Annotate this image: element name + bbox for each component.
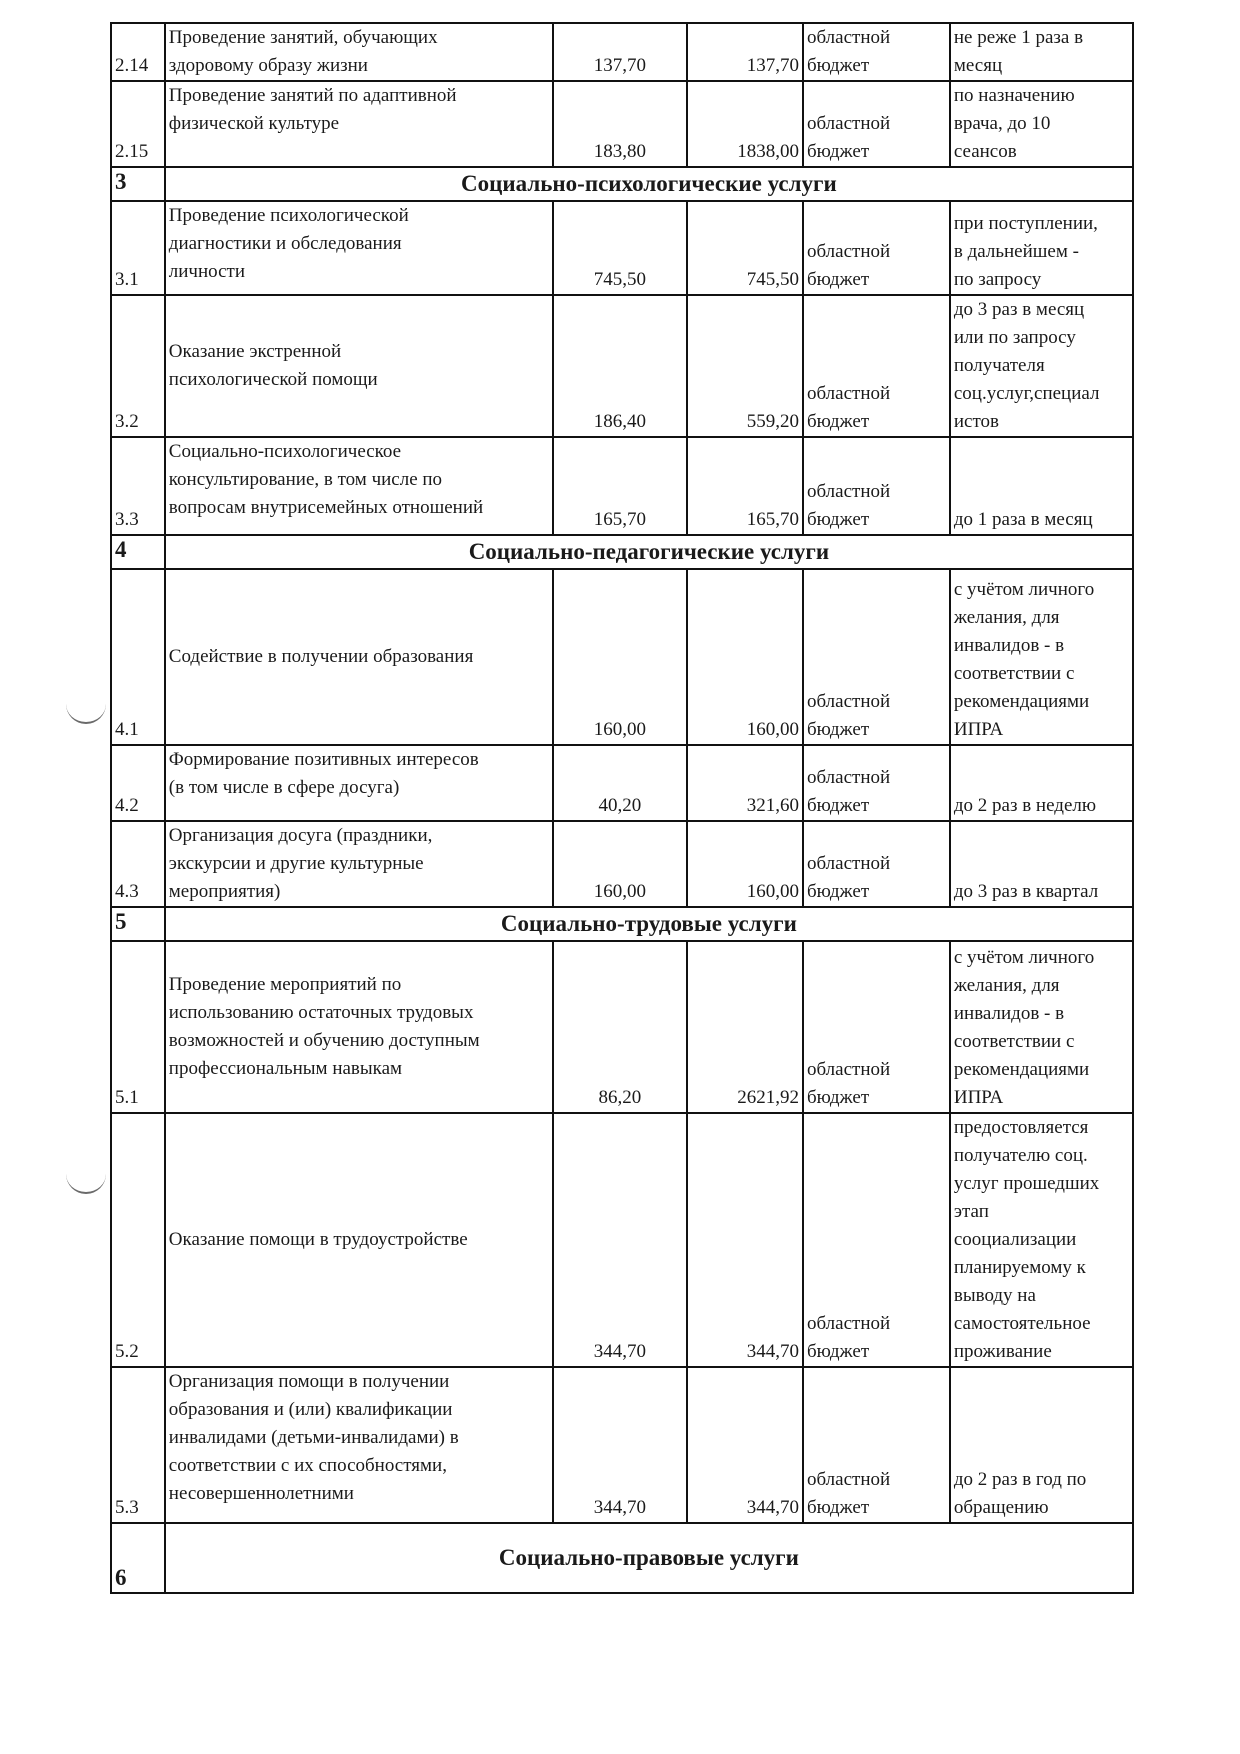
price-total: 2621,92 [687,941,803,1113]
funding-source-line: бюджет [806,509,870,530]
price-per-service: 344,70 [553,1113,687,1367]
service-name-line: Социально-психологическое [168,441,402,462]
service-name-line: профессиональным навыкам [168,1058,403,1079]
funding-source-line: бюджет [806,141,870,162]
funding-source-line: бюджет [806,719,870,740]
service-row [111,745,1133,821]
frequency-note-line: самостоятельное [953,1313,1091,1334]
frequency-note-line: по назначению [953,85,1075,106]
service-name-line: Проведение психологической [168,205,409,226]
service-row [111,1367,1133,1523]
service-name [165,295,553,437]
service-name [165,1113,553,1367]
service-name-line: здоровому образу жизни [168,55,368,76]
frequency-note-line: в дальнейшем - [953,241,1079,262]
frequency-note-line: рекомендациями [953,691,1090,712]
frequency-note-line: услуг прошедших [953,1173,1100,1194]
funding-source-line: областной [806,383,891,404]
price-total: 344,70 [687,1367,803,1523]
price-per-service: 137,70 [553,23,687,81]
service-frequency-note [950,23,1133,81]
frequency-note-line: ИПРА [953,719,1004,740]
service-name-line: Организация досуга (праздники, [168,825,433,846]
section-row [111,535,1133,569]
funding-source-line: бюджет [806,795,870,816]
frequency-note-line: инвалидов - в [953,635,1065,656]
service-number: 5.1 [111,941,165,1113]
service-frequency-note [950,437,1133,535]
service-name [165,23,553,81]
service-name-line: личности [168,261,246,282]
price-per-service: 745,50 [553,201,687,295]
services-table [110,22,1134,1594]
service-name-line: соответствии с их способностями, [168,1455,447,1476]
funding-source-line: областной [806,1313,891,1334]
funding-source [803,201,950,295]
service-name-line: консультирование, в том числе по [168,469,443,490]
service-name-line: Организация помощи в получении [168,1371,450,1392]
funding-source-line: областной [806,1059,891,1080]
frequency-note-line: соц.услуг,специал [953,383,1100,404]
binder-hole-mark-bottom [66,1170,106,1194]
price-total: 160,00 [687,569,803,745]
funding-source-line: областной [806,767,891,788]
frequency-note-line: получателю соц. [953,1145,1088,1166]
section-number: 6 [111,1523,165,1593]
frequency-note-line: врача, до 10 [953,113,1051,134]
service-name-line: несовершеннолетними [168,1483,354,1504]
price-total: 137,70 [687,23,803,81]
price-total: 165,70 [687,437,803,535]
frequency-note-line: планируемому к [953,1257,1086,1278]
price-total: 160,00 [687,821,803,907]
funding-source-line: бюджет [806,1341,870,1362]
service-name [165,81,553,167]
funding-source [803,1367,950,1523]
service-row [111,941,1133,1113]
frequency-note-line: при поступлении, [953,213,1098,234]
price-total: 745,50 [687,201,803,295]
service-name-line: образования и (или) квалификации [168,1399,453,1420]
price-per-service: 344,70 [553,1367,687,1523]
service-row [111,23,1133,81]
frequency-note-line: до 1 раза в месяц [953,509,1093,530]
service-name [165,941,553,1113]
section-number: 3 [111,167,165,201]
service-name-line: психологической помощи [168,369,378,390]
service-number: 4.3 [111,821,165,907]
frequency-note-line: до 2 раз в год по [953,1469,1087,1490]
service-frequency-note [950,295,1133,437]
service-name-line: диагностики и обследования [168,233,402,254]
price-per-service: 165,70 [553,437,687,535]
section-row [111,1523,1133,1593]
section-title: Социально-правовые услуги [165,1523,1133,1593]
price-total: 344,70 [687,1113,803,1367]
funding-source-line: бюджет [806,411,870,432]
frequency-note-line: обращению [953,1497,1049,1518]
service-name-line: Содействие в получении образования [168,646,474,667]
service-name-line: вопросам внутрисемейных отношений [168,497,484,518]
section-title: Социально-психологические услуги [165,167,1133,201]
funding-source-line: областной [806,481,891,502]
frequency-note-line: сооциализации [953,1229,1077,1250]
frequency-note-line: получателя [953,355,1045,376]
service-frequency-note [950,1113,1133,1367]
section-title: Социально-трудовые услуги [165,907,1133,941]
price-per-service: 86,20 [553,941,687,1113]
funding-source-line: бюджет [806,55,870,76]
binder-hole-mark-top [66,700,106,724]
frequency-note-line: выводу на [953,1285,1036,1306]
service-row [111,201,1133,295]
frequency-note-line: инвалидов - в [953,1003,1065,1024]
service-name-line: Оказание экстренной [168,341,342,362]
frequency-note-line: желания, для [953,975,1060,996]
price-per-service: 160,00 [553,821,687,907]
service-name [165,821,553,907]
service-name-line: Проведение мероприятий по [168,974,402,995]
service-name-line: физической культуре [168,113,340,134]
funding-source [803,745,950,821]
service-name [165,745,553,821]
service-name [165,437,553,535]
service-name [165,1367,553,1523]
service-name-line: Оказание помощи в трудоустройстве [168,1229,468,1250]
services-table-body [111,23,1133,1593]
price-total: 559,20 [687,295,803,437]
service-name [165,569,553,745]
funding-source [803,295,950,437]
frequency-note-line: не реже 1 раза в [953,27,1084,48]
service-number: 4.1 [111,569,165,745]
funding-source-line: областной [806,241,891,262]
frequency-note-line: ИПРА [953,1087,1004,1108]
service-row [111,1113,1133,1367]
frequency-note-line: рекомендациями [953,1059,1090,1080]
funding-source-line: областной [806,691,891,712]
section-row [111,167,1133,201]
frequency-note-line: соответствии с [953,1031,1075,1052]
service-name-line: (в том числе в сфере досуга) [168,777,400,798]
funding-source [803,437,950,535]
service-number: 3.3 [111,437,165,535]
frequency-note-line: соответствии с [953,663,1075,684]
frequency-note-line: желания, для [953,607,1060,628]
price-per-service: 160,00 [553,569,687,745]
section-row [111,907,1133,941]
service-row [111,437,1133,535]
frequency-note-line: истов [953,411,999,432]
service-name-line: экскурсии и другие культурные [168,853,424,874]
frequency-note-line: предостовляется [953,1117,1089,1138]
funding-source [803,81,950,167]
funding-source-line: бюджет [806,269,870,290]
service-frequency-note [950,941,1133,1113]
service-frequency-note [950,569,1133,745]
service-name [165,201,553,295]
price-per-service: 40,20 [553,745,687,821]
section-number: 5 [111,907,165,941]
frequency-note-line: месяц [953,55,1003,76]
funding-source-line: бюджет [806,1497,870,1518]
funding-source-line: областной [806,113,891,134]
service-frequency-note [950,821,1133,907]
service-number: 4.2 [111,745,165,821]
service-name-line: использованию остаточных трудовых [168,1002,474,1023]
service-number: 2.15 [111,81,165,167]
price-total: 321,60 [687,745,803,821]
service-row [111,821,1133,907]
funding-source-line: областной [806,853,891,874]
service-name-line: мероприятия) [168,881,281,902]
service-row [111,295,1133,437]
frequency-note-line: до 3 раз в квартал [953,881,1099,902]
frequency-note-line: сеансов [953,141,1017,162]
frequency-note-line: по запросу [953,269,1042,290]
service-frequency-note [950,201,1133,295]
service-number: 5.3 [111,1367,165,1523]
frequency-note-line: или по запросу [953,327,1076,348]
frequency-note-line: с учётом личного [953,579,1095,600]
frequency-note-line: до 3 раз в месяц [953,299,1085,320]
service-frequency-note [950,81,1133,167]
funding-source-line: областной [806,1469,891,1490]
service-number: 5.2 [111,1113,165,1367]
price-total: 1838,00 [687,81,803,167]
section-title: Социально-педагогические услуги [165,535,1133,569]
price-per-service: 186,40 [553,295,687,437]
funding-source [803,1113,950,1367]
frequency-note-line: этап [953,1201,989,1222]
funding-source [803,569,950,745]
service-frequency-note [950,1367,1133,1523]
funding-source-line: областной [806,27,891,48]
service-number: 3.1 [111,201,165,295]
funding-source [803,23,950,81]
funding-source [803,821,950,907]
service-name-line: Формирование позитивных интересов [168,749,479,770]
funding-source-line: бюджет [806,1087,870,1108]
section-number: 4 [111,535,165,569]
frequency-note-line: до 2 раз в неделю [953,795,1097,816]
frequency-note-line: с учётом личного [953,947,1095,968]
service-number: 3.2 [111,295,165,437]
service-number: 2.14 [111,23,165,81]
funding-source [803,941,950,1113]
service-name-line: Проведение занятий по адаптивной [168,85,457,106]
price-per-service: 183,80 [553,81,687,167]
service-row [111,569,1133,745]
service-name-line: возможностей и обучению доступным [168,1030,480,1051]
service-name-line: инвалидами (детьми-инвалидами) в [168,1427,459,1448]
service-frequency-note [950,745,1133,821]
service-row [111,81,1133,167]
funding-source-line: бюджет [806,881,870,902]
service-name-line: Проведение занятий, обучающих [168,27,438,48]
frequency-note-line: проживание [953,1341,1052,1362]
